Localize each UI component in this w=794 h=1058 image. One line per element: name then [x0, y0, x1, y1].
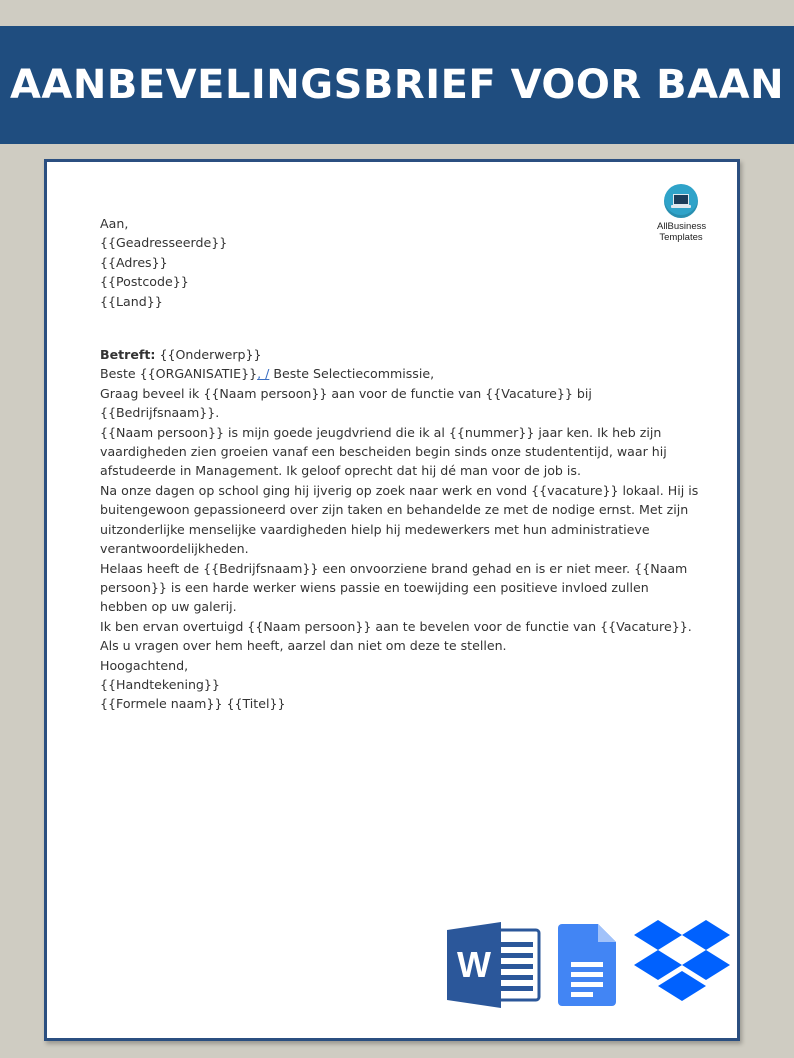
address-line: Aan, [100, 216, 129, 231]
document-page [44, 159, 740, 1041]
paragraph: Graag beveel ik {{Naam persoon}} aan voor de functie van {{Vacature}} bij {{Bedrijfsnaam}}. [100, 385, 592, 421]
word-icon[interactable] [447, 922, 541, 1008]
signature-placeholder: {{Handtekening}} [100, 676, 220, 692]
format-icons [447, 918, 737, 1018]
address-line: {{Land}} [100, 293, 163, 309]
page-title: AANBEVELINGSBRIEF VOOR BAAN [9, 62, 785, 108]
google-docs-icon[interactable] [558, 924, 616, 1006]
laptop-icon [664, 184, 698, 218]
formal-name: {{Formele naam}} {{Titel}} [100, 696, 286, 712]
letter-body [100, 214, 700, 714]
paragraph: Ik ben ervan overtuigd {{Naam persoon}} aan te bevelen voor de functie van {{Vacature}}. Als u vragen over hem heeft, aarzel dan niet om deze te stellen. [100, 618, 692, 654]
paragraph: Helaas heeft de {{Bedrijfsnaam}} een onvoorziene brand gehad en is er niet meer. {{Naam persoon}} is een harde werker wiens passie en toewijding een positieve invloed zullen hebben op uw galerij. [100, 560, 688, 615]
address-line: {{Adres}} [100, 254, 168, 270]
closing: Hoogachtend, [100, 657, 189, 673]
address-block [100, 214, 700, 311]
paragraph: Na onze dagen op school ging hij ijverig op zoek naar werk en vond {{vacature}} lokaal. Hij is buitengewoon gepassioneerd over zijn taken en behandelde ze met de nodige ernst. Met zijn uitzonderlijke menselijke vaardigheden hielp hij medewerkers met hun administratieve verantwoordelijkheden. [100, 482, 699, 557]
svg-text:W: W [457, 944, 491, 985]
address-line: {{Postcode}} [100, 274, 189, 290]
subject-value: {{Onderwerp}} [155, 347, 262, 363]
paragraph: {{Naam persoon}} is mijn goede jeugdvriend die ik al {{nummer}} jaar ken. Ik heb zijn vaardigheden zien groeien vanaf een bescheiden begin sinds onze studententijd, waar hij afstudeerde in Management. Ik geloof oprecht dat hij dé man voor de job is. [100, 424, 667, 479]
logo-line-2: Templates [659, 232, 703, 243]
dropbox-icon[interactable] [634, 918, 730, 1008]
greeting [100, 364, 700, 383]
greeting-part-2: Beste Selectiecommissie, [269, 366, 435, 382]
subject-line [100, 345, 700, 364]
logo-line-1: AllBusiness [657, 221, 707, 232]
greeting-part-1: Beste {{ORGANISATIE}} [100, 366, 258, 382]
title-banner [0, 26, 794, 144]
subject-label: Betreft: [100, 347, 156, 363]
greeting-separator: , / [257, 366, 270, 382]
address-line: {{Geadresseerde}} [100, 235, 228, 251]
